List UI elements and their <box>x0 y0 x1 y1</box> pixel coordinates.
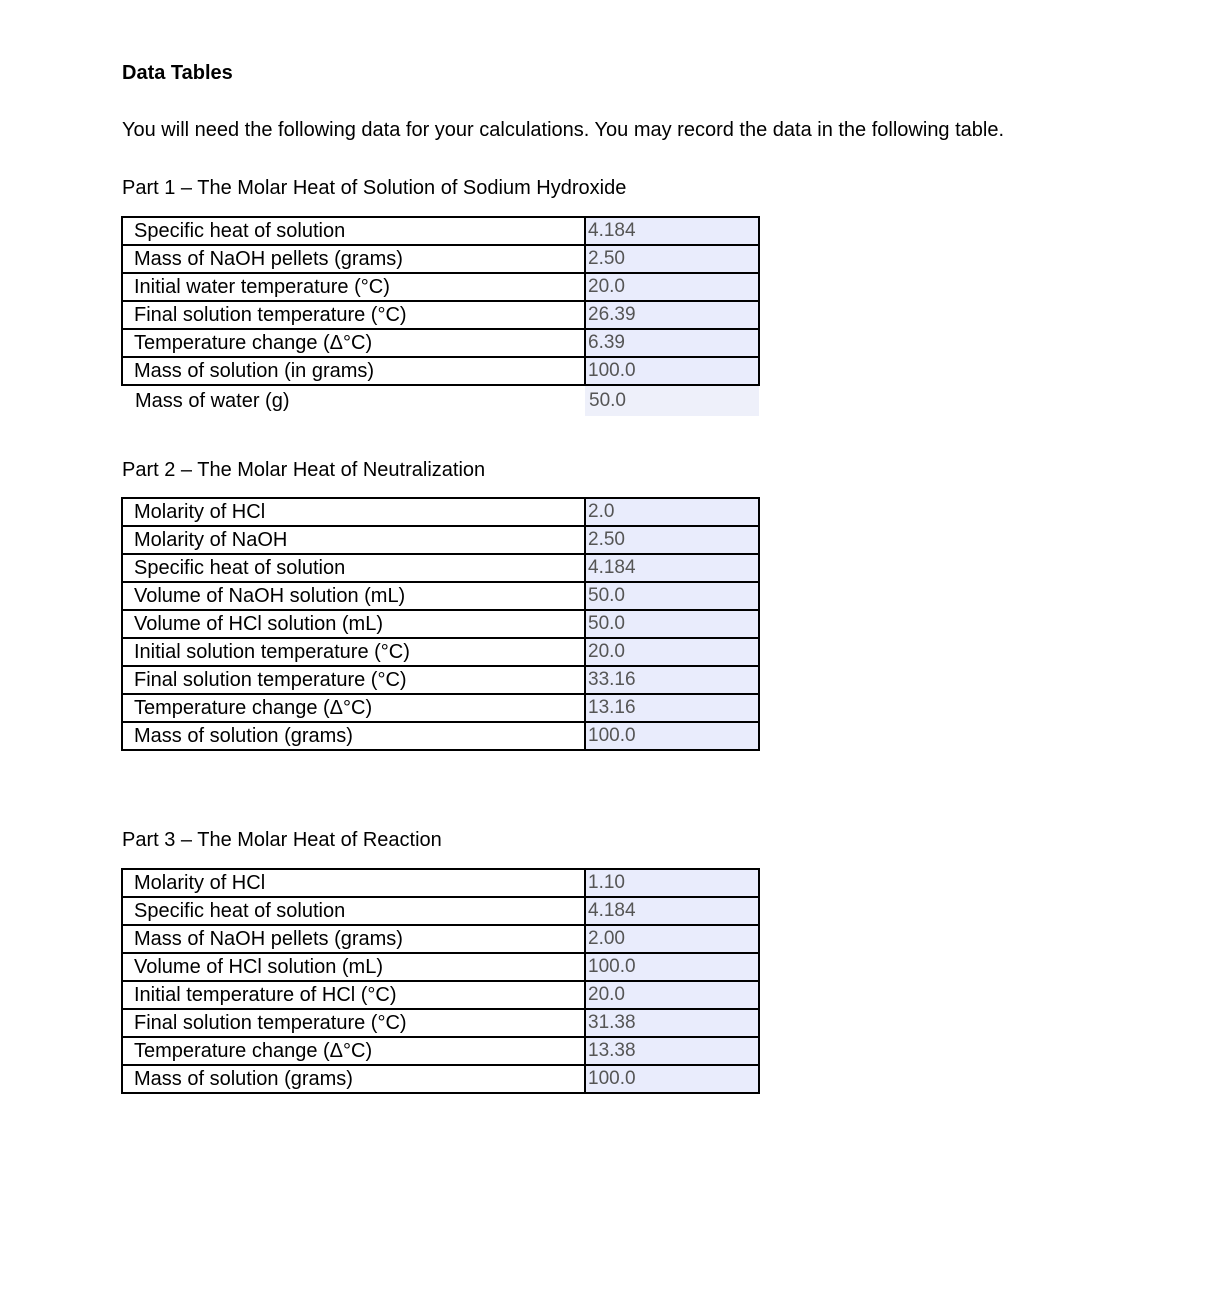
row-label: Initial water temperature (°C) <box>122 273 585 301</box>
row-label: Initial solution temperature (°C) <box>122 638 585 666</box>
part1-table <box>121 216 760 416</box>
table-row <box>122 1037 759 1065</box>
row-label: Final solution temperature (°C) <box>122 1009 585 1037</box>
value-field[interactable]: 4.184 <box>585 897 759 925</box>
value-field[interactable]: 100.0 <box>585 357 759 385</box>
table-row <box>122 582 759 610</box>
table-row <box>122 301 759 329</box>
value-field[interactable]: 20.0 <box>585 638 759 666</box>
value-field[interactable]: 2.50 <box>585 526 759 554</box>
row-label: Final solution temperature (°C) <box>122 301 585 329</box>
table-row <box>122 869 759 897</box>
table-row <box>122 694 759 722</box>
row-label: Initial temperature of HCl (°C) <box>122 981 585 1009</box>
part2-title: Part 2 – The Molar Heat of Neutralization <box>122 459 486 481</box>
row-label: Volume of HCl solution (mL) <box>122 953 585 981</box>
table-row <box>122 1065 759 1093</box>
value-field[interactable]: 13.38 <box>585 1037 759 1065</box>
value-field[interactable]: 6.39 <box>585 329 759 357</box>
value-field[interactable]: 50.0 <box>585 385 759 416</box>
table-row <box>122 1009 759 1037</box>
row-label: Molarity of HCl <box>122 498 585 526</box>
row-label: Mass of NaOH pellets (grams) <box>122 925 585 953</box>
row-label: Mass of solution (in grams) <box>122 357 585 385</box>
page-title: Data Tables <box>122 62 233 84</box>
row-label: Mass of solution (grams) <box>122 1065 585 1093</box>
table-row <box>122 273 759 301</box>
row-label: Specific heat of solution <box>122 217 585 245</box>
row-label: Mass of water (g) <box>135 390 290 412</box>
table-row <box>122 897 759 925</box>
row-label: Temperature change (Δ°C) <box>122 1037 585 1065</box>
table-row <box>122 498 759 526</box>
row-label: Molarity of NaOH <box>122 526 585 554</box>
part3-table <box>121 868 760 1094</box>
table-row <box>122 666 759 694</box>
row-label: Final solution temperature (°C) <box>122 666 585 694</box>
intro-text: You will need the following data for your calculations. You may record the data in the following table. <box>122 119 1005 141</box>
row-label: Mass of NaOH pellets (grams) <box>122 245 585 273</box>
row-label: Temperature change (Δ°C) <box>122 694 585 722</box>
value-field[interactable]: 100.0 <box>585 1065 759 1093</box>
table-row <box>122 245 759 273</box>
table-row <box>122 217 759 245</box>
value-field[interactable]: 50.0 <box>585 582 759 610</box>
row-label: Temperature change (Δ°C) <box>122 329 585 357</box>
table-row <box>122 385 759 416</box>
table-row <box>122 554 759 582</box>
table-row <box>122 722 759 750</box>
value-field[interactable]: 20.0 <box>585 981 759 1009</box>
value-field[interactable]: 20.0 <box>585 273 759 301</box>
part3-title: Part 3 – The Molar Heat of Reaction <box>122 829 442 851</box>
part1-title: Part 1 – The Molar Heat of Solution of Sodium Hydroxide <box>122 177 627 199</box>
value-field[interactable]: 13.16 <box>585 694 759 722</box>
table-row <box>122 638 759 666</box>
value-field[interactable]: 50.0 <box>585 610 759 638</box>
value-field[interactable]: 2.0 <box>585 498 759 526</box>
value-field[interactable]: 33.16 <box>585 666 759 694</box>
table-row <box>122 357 759 385</box>
table-row <box>122 610 759 638</box>
table-row <box>122 526 759 554</box>
row-label: Molarity of HCl <box>122 869 585 897</box>
row-label: Volume of NaOH solution (mL) <box>122 582 585 610</box>
value-field[interactable]: 100.0 <box>585 722 759 750</box>
table-row <box>122 953 759 981</box>
value-field[interactable]: 1.10 <box>585 869 759 897</box>
value-field[interactable]: 31.38 <box>585 1009 759 1037</box>
value-field[interactable]: 26.39 <box>585 301 759 329</box>
value-field[interactable]: 2.00 <box>585 925 759 953</box>
part2-table <box>121 497 760 751</box>
table-row <box>122 925 759 953</box>
row-label: Specific heat of solution <box>122 554 585 582</box>
value-field[interactable]: 4.184 <box>585 217 759 245</box>
value-field[interactable]: 2.50 <box>585 245 759 273</box>
row-label: Mass of solution (grams) <box>122 722 585 750</box>
row-label: Volume of HCl solution (mL) <box>122 610 585 638</box>
table-row <box>122 329 759 357</box>
value-field[interactable]: 100.0 <box>585 953 759 981</box>
value-field[interactable]: 4.184 <box>585 554 759 582</box>
table-row <box>122 981 759 1009</box>
row-label: Specific heat of solution <box>122 897 585 925</box>
